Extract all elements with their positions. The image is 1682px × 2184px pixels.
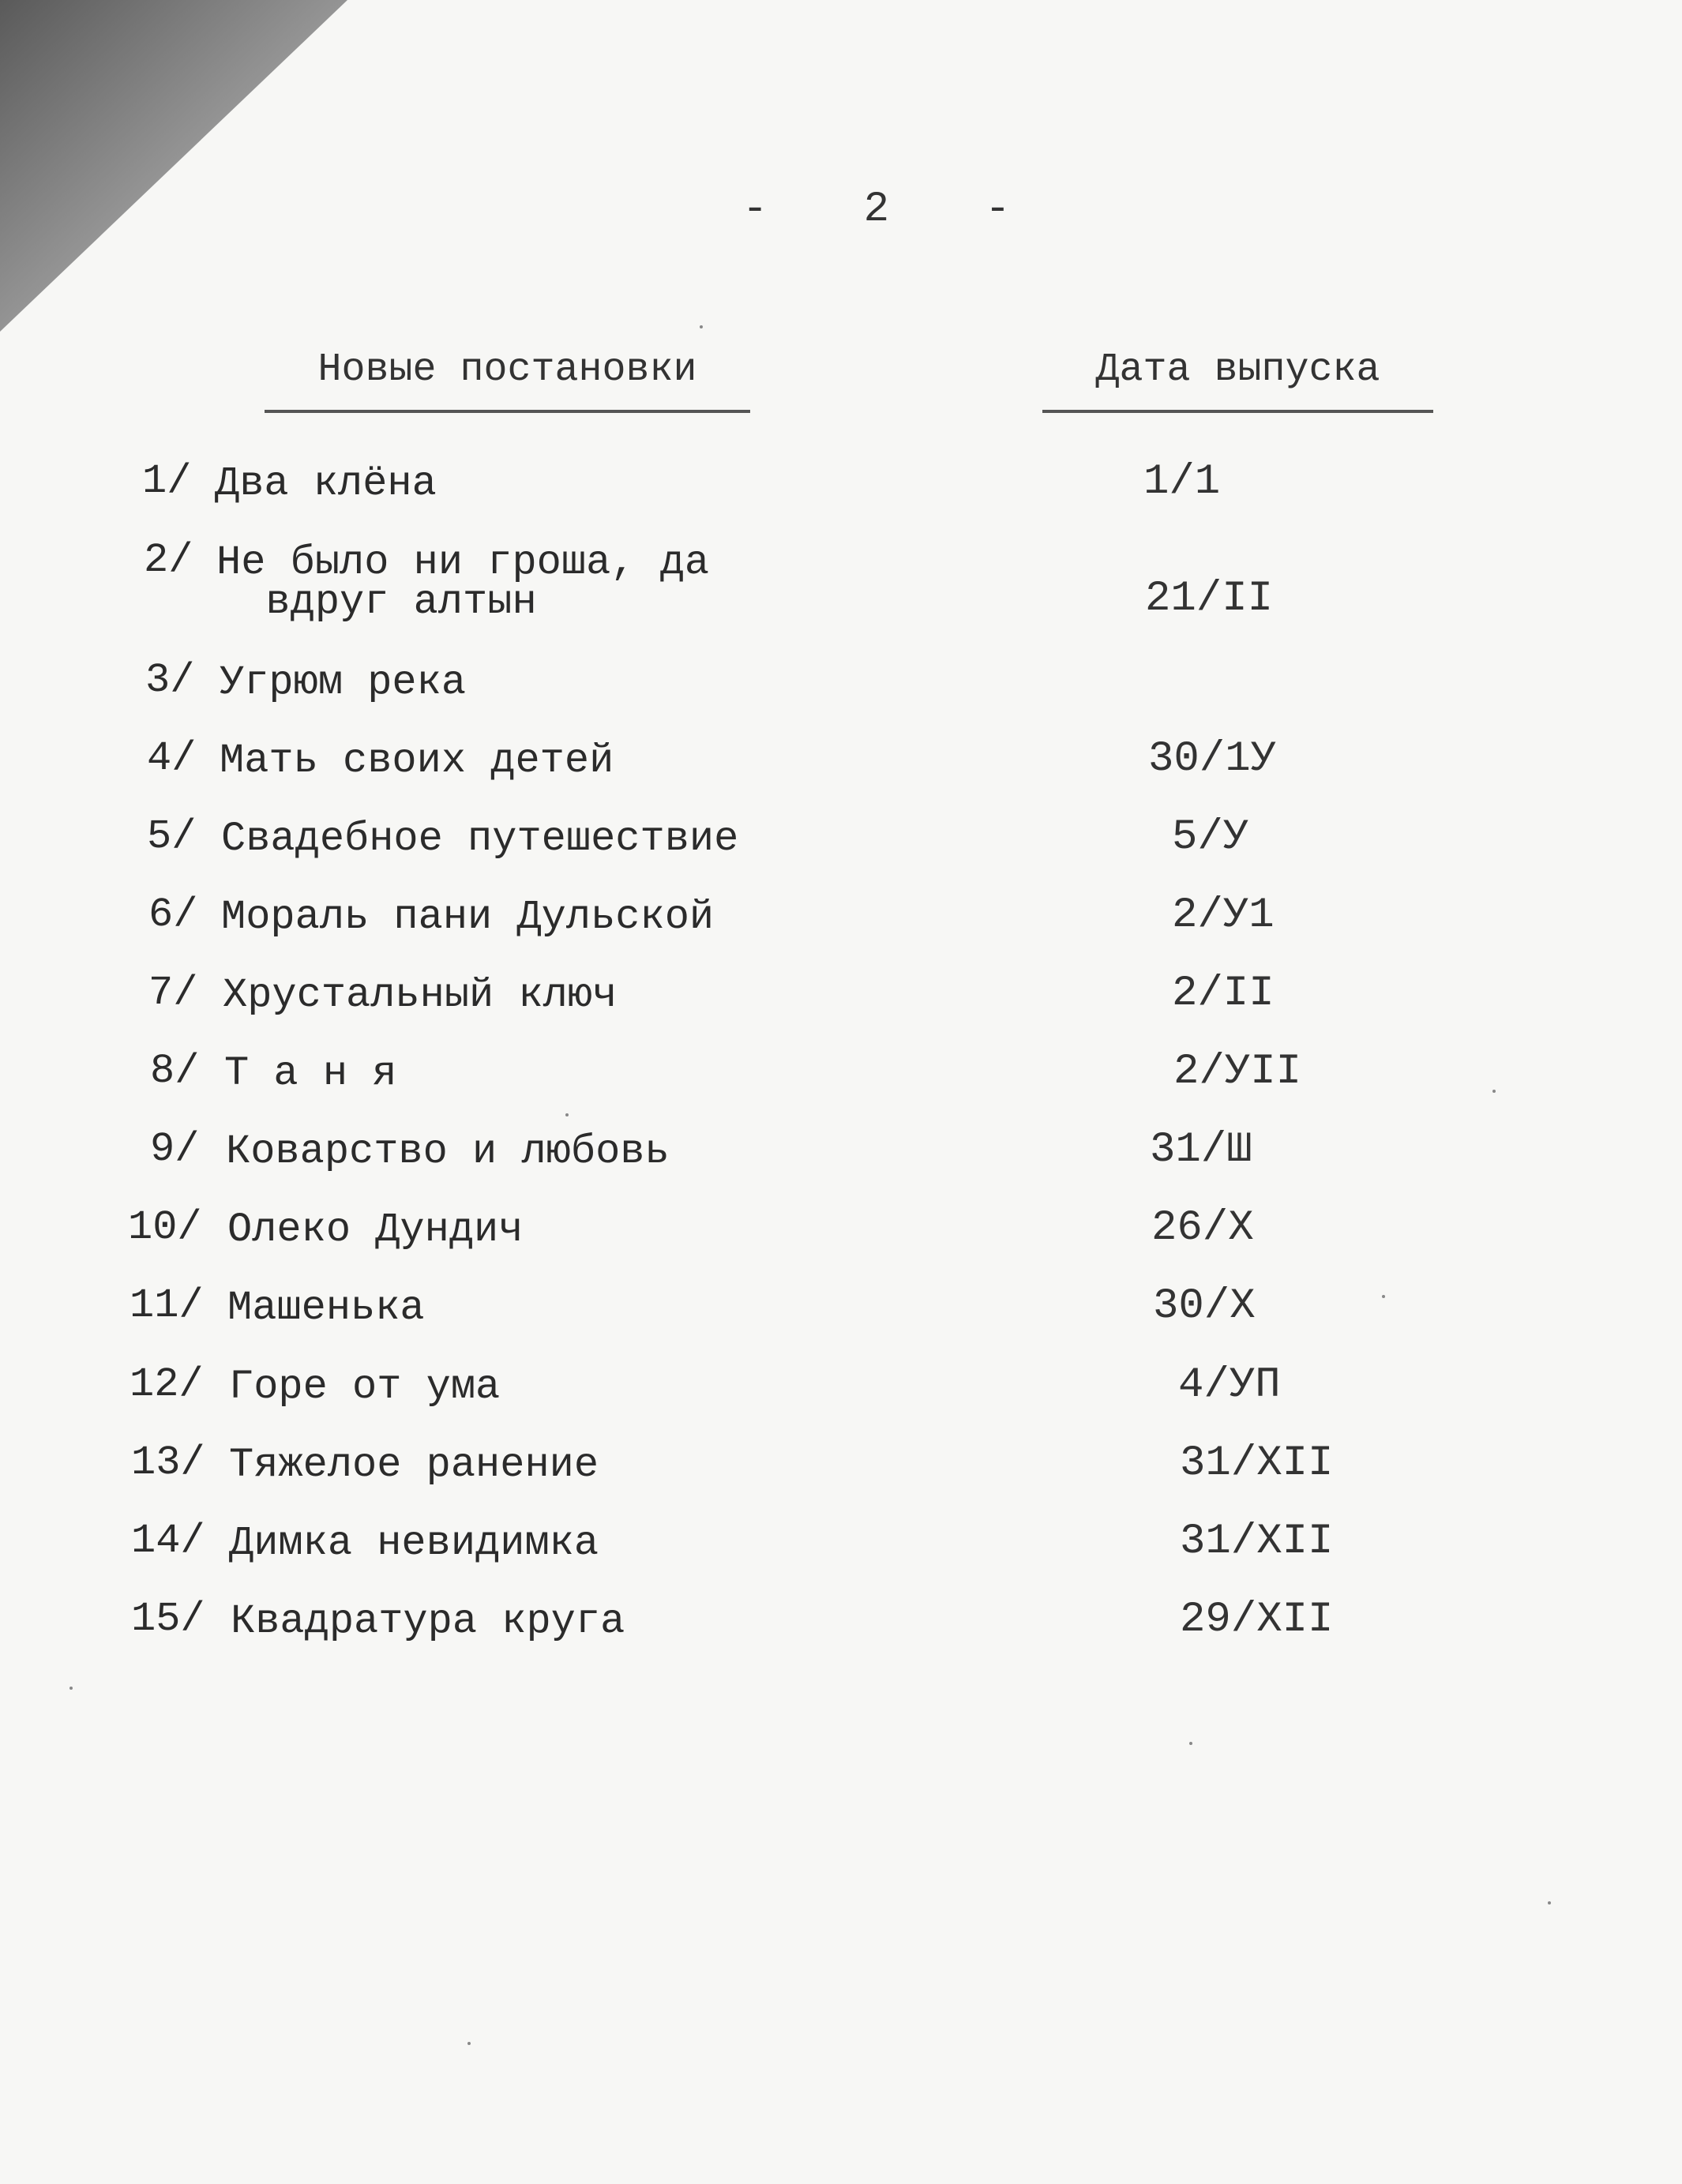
item-title: Хрустальный ключ xyxy=(223,972,618,1019)
item-release-date: 4/УП xyxy=(1178,1361,1281,1409)
paper-speck xyxy=(565,1113,569,1116)
paper-speck xyxy=(1492,1090,1496,1093)
item-number: 15/ xyxy=(131,1596,205,1642)
list-item xyxy=(0,1361,1682,1440)
column-header-productions xyxy=(265,347,750,413)
list-item xyxy=(0,1518,1682,1597)
item-release-date: 2/II xyxy=(1172,970,1275,1018)
item-number: 8/ xyxy=(150,1048,200,1094)
item-number: 2/ xyxy=(144,537,193,584)
item-release-date: 31/XII xyxy=(1180,1439,1334,1488)
item-title: Свадебное путешествие xyxy=(221,816,739,862)
page-corner-shadow xyxy=(0,0,379,347)
paper-speck xyxy=(1382,1295,1385,1298)
item-title: Мать своих детей xyxy=(220,737,614,784)
list-item xyxy=(0,1439,1682,1518)
header-underline xyxy=(1042,410,1433,413)
item-title: Угрюм река xyxy=(220,659,467,706)
list-item xyxy=(0,537,1682,625)
item-number: 9/ xyxy=(150,1126,200,1173)
item-number: 6/ xyxy=(148,891,198,938)
item-release-date: 30/1У xyxy=(1148,735,1277,783)
list-item xyxy=(0,458,1682,537)
item-release-date: 1/1 xyxy=(1143,458,1221,506)
list-item xyxy=(0,1126,1682,1205)
item-title: Т а н я xyxy=(224,1050,397,1097)
item-number: 7/ xyxy=(148,970,198,1016)
list-item xyxy=(0,1048,1682,1127)
column-header-productions-label: Новые постановки xyxy=(317,347,697,392)
item-title: Димка невидимка xyxy=(229,1520,599,1567)
item-title: Коварство и любовь xyxy=(226,1128,670,1175)
column-header-release-date-label: Дата выпуска xyxy=(1095,347,1380,392)
paper-speck xyxy=(1189,1742,1192,1745)
item-release-date: 31/XII xyxy=(1180,1518,1334,1566)
item-title: Горе от ума xyxy=(229,1364,501,1410)
item-release-date: 30/X xyxy=(1153,1282,1256,1330)
item-number: 11/ xyxy=(130,1282,204,1329)
item-release-date: 2/У1 xyxy=(1172,891,1275,940)
item-title: Мораль пани Дульской xyxy=(221,894,715,940)
page-number: - 2 - xyxy=(742,186,1016,234)
item-release-date: 31/Ш xyxy=(1150,1126,1252,1174)
list-item xyxy=(0,1282,1682,1361)
item-release-date: 2/УII xyxy=(1173,1048,1302,1096)
item-title: Два клёна xyxy=(215,460,437,507)
item-number: 1/ xyxy=(142,458,192,505)
item-number: 10/ xyxy=(128,1204,202,1251)
item-number: 14/ xyxy=(131,1518,205,1564)
item-release-date: 29/XII xyxy=(1180,1596,1334,1644)
list-item xyxy=(0,1204,1682,1283)
item-number: 5/ xyxy=(147,813,197,860)
paper-speck xyxy=(467,2042,471,2045)
item-title: Не было ни гроша, да вдруг алтын xyxy=(216,539,710,625)
list-item xyxy=(0,657,1682,736)
paper-speck xyxy=(1548,1901,1551,1904)
item-number: 12/ xyxy=(130,1361,204,1408)
list-item xyxy=(0,891,1682,970)
column-header-release-date xyxy=(1042,347,1433,413)
item-number: 4/ xyxy=(147,735,197,782)
item-release-date: 26/X xyxy=(1151,1204,1254,1252)
list-item xyxy=(0,1596,1682,1675)
item-title: Тяжелое ранение xyxy=(229,1442,599,1488)
item-release-date: 5/У xyxy=(1172,813,1249,861)
item-title: Квадратура круга xyxy=(231,1598,625,1645)
item-number: 3/ xyxy=(145,657,195,704)
header-underline xyxy=(265,410,750,413)
item-title: Машенька xyxy=(227,1285,425,1331)
list-item xyxy=(0,970,1682,1049)
list-item xyxy=(0,735,1682,814)
paper-speck xyxy=(700,325,703,328)
item-number: 13/ xyxy=(131,1439,205,1486)
item-title: Олеко Дундич xyxy=(227,1206,524,1253)
list-item xyxy=(0,813,1682,892)
paper-speck xyxy=(69,1687,73,1690)
item-release-date: 21/II xyxy=(1145,575,1274,623)
